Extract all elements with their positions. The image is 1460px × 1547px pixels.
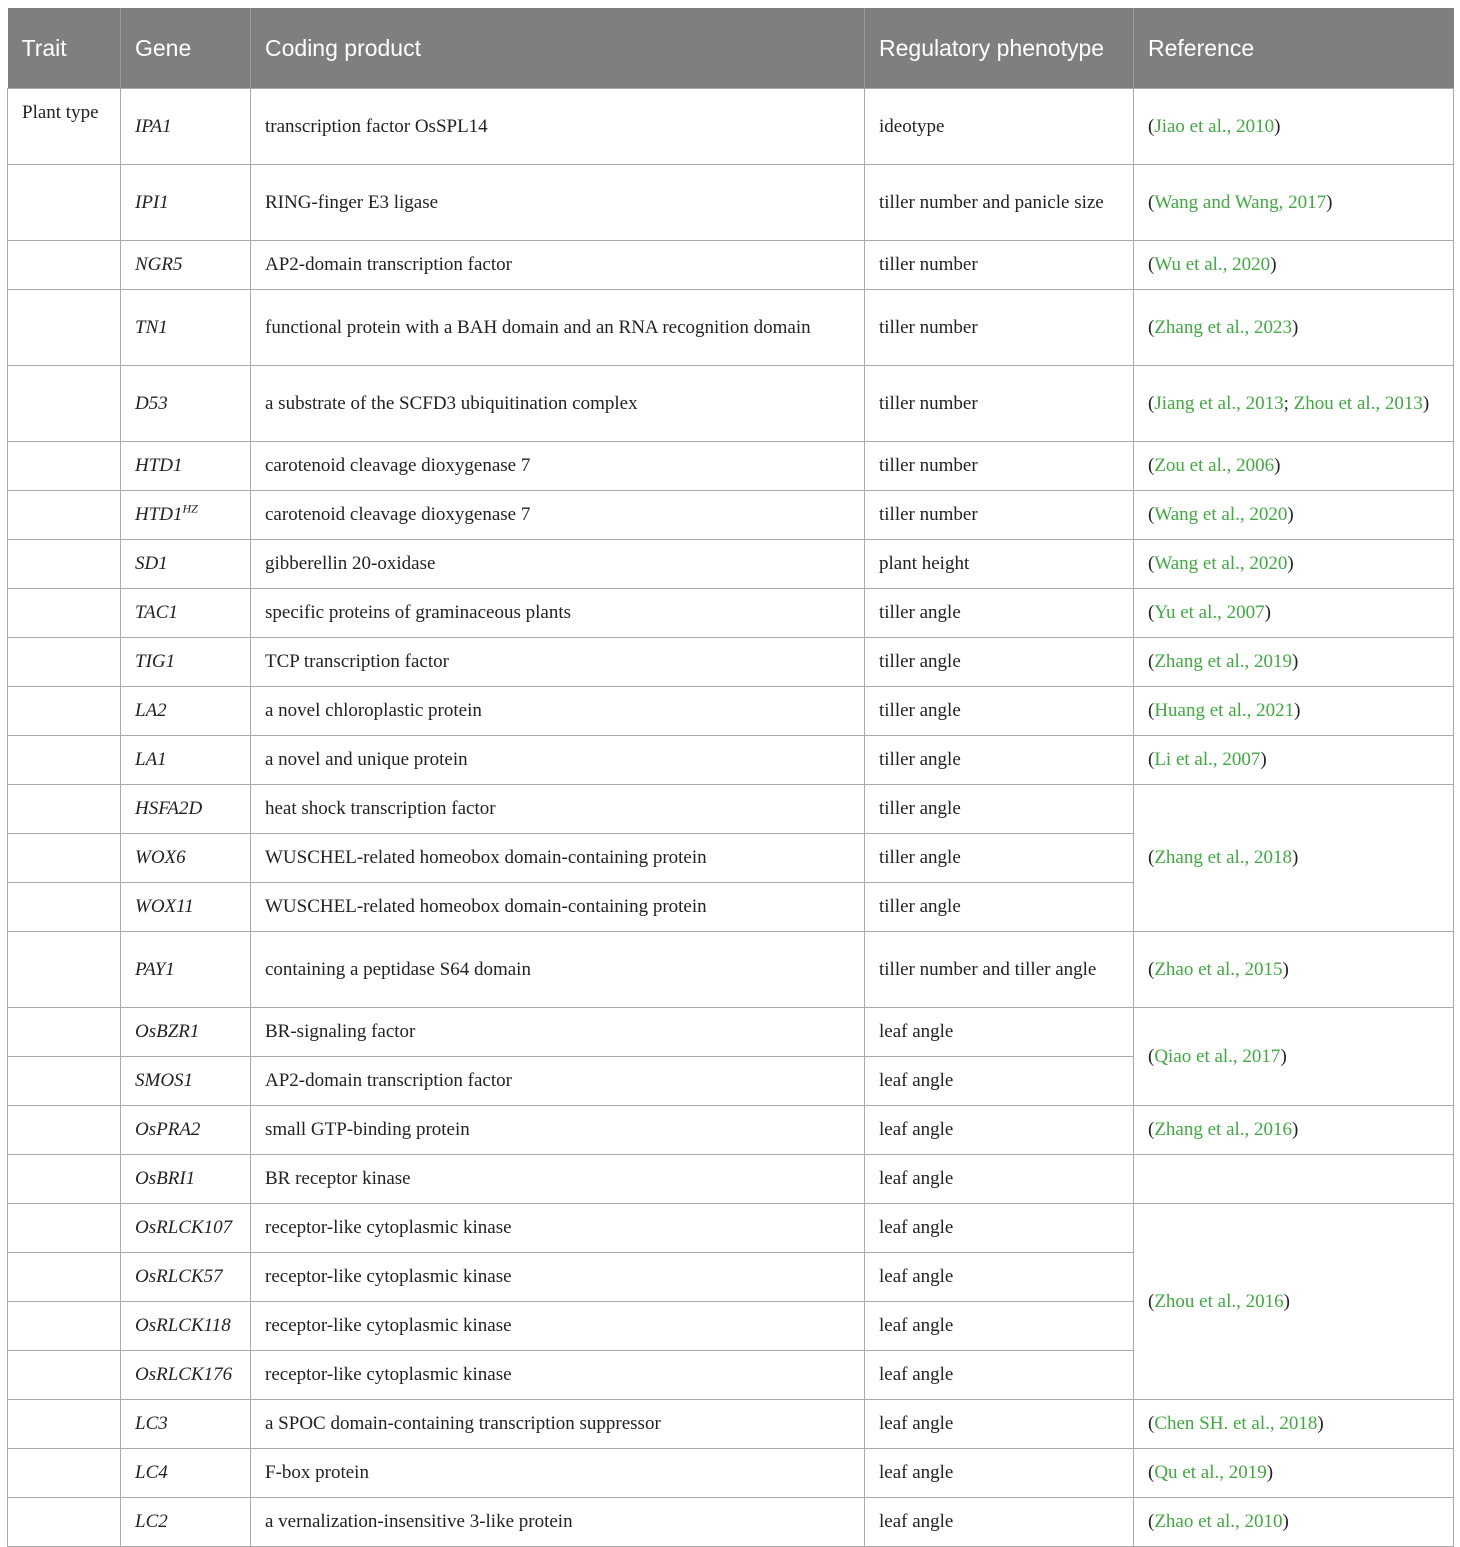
cell-reference: (Wu et al., 2020) <box>1134 240 1454 289</box>
gene-name: HSFA2D <box>135 798 203 819</box>
cell-regulatory-phenotype: tiller angle <box>865 833 1134 882</box>
cell-coding-product: carotenoid cleavage dioxygenase 7 <box>251 490 865 539</box>
cell-reference: (Wang and Wang, 2017) <box>1134 164 1454 240</box>
table-row <box>8 686 1454 735</box>
table-row <box>8 1448 1454 1497</box>
reference-link[interactable]: Jiang et al., 2013 <box>1154 392 1284 414</box>
gene-name: SMOS1 <box>135 1070 194 1091</box>
reference-link[interactable]: Zhang et al., 2019 <box>1154 651 1293 672</box>
reference-link[interactable]: Wang and Wang, 2017 <box>1154 191 1327 213</box>
cell-regulatory-phenotype: leaf angle <box>865 1056 1134 1105</box>
cell-reference: (Wang et al., 2020) <box>1134 539 1454 588</box>
gene-name: HTD1 <box>135 455 183 476</box>
cell-reference: (Li et al., 2007) <box>1134 735 1454 784</box>
gene-name: LC3 <box>135 1413 168 1434</box>
cell-trait <box>8 490 121 539</box>
header-reference: Reference <box>1134 8 1454 88</box>
cell-regulatory-phenotype: tiller angle <box>865 784 1134 833</box>
cell-trait <box>8 164 121 240</box>
cell-regulatory-phenotype: tiller angle <box>865 686 1134 735</box>
reference-link[interactable]: Zhang et al., 2023 <box>1154 316 1293 338</box>
cell-gene <box>121 1105 251 1154</box>
cell-trait <box>8 240 121 289</box>
gene-name: OsBRI1 <box>135 1168 196 1189</box>
reference-link[interactable]: Zhao et al., 2010 <box>1154 1511 1283 1532</box>
table-row <box>8 289 1454 365</box>
cell-trait <box>8 735 121 784</box>
cell-gene <box>121 1252 251 1301</box>
cell-coding-product: BR receptor kinase <box>251 1154 865 1203</box>
gene-name: NGR5 <box>135 254 183 275</box>
cell-coding-product: AP2-domain transcription factor <box>251 240 865 289</box>
cell-regulatory-phenotype: plant height <box>865 539 1134 588</box>
reference-link[interactable]: Wang et al., 2020 <box>1154 504 1288 525</box>
table-row <box>8 1105 1454 1154</box>
header-trait: Trait <box>8 8 121 88</box>
reference-link[interactable]: Jiao et al., 2010 <box>1154 115 1275 137</box>
cell-regulatory-phenotype: leaf angle <box>865 1399 1134 1448</box>
cell-gene <box>121 931 251 1007</box>
table-container <box>7 8 1453 1547</box>
reference-link[interactable]: Qu et al., 2019 <box>1154 1462 1267 1483</box>
table-row <box>8 1203 1454 1252</box>
cell-trait <box>8 686 121 735</box>
cell-regulatory-phenotype: leaf angle <box>865 1105 1134 1154</box>
table-row <box>8 637 1454 686</box>
cell-coding-product: AP2-domain transcription factor <box>251 1056 865 1105</box>
cell-gene <box>121 784 251 833</box>
cell-regulatory-phenotype: tiller number <box>865 365 1134 441</box>
gene-name: OsRLCK118 <box>135 1315 231 1336</box>
cell-coding-product: heat shock transcription factor <box>251 784 865 833</box>
cell-reference: (Zou et al., 2006) <box>1134 441 1454 490</box>
cell-reference: (Zhang et al., 2023) <box>1134 289 1454 365</box>
cell-regulatory-phenotype: tiller angle <box>865 882 1134 931</box>
table-row <box>8 539 1454 588</box>
cell-gene <box>121 833 251 882</box>
cell-trait <box>8 588 121 637</box>
cell-reference: (Zhang et al., 2019) <box>1134 637 1454 686</box>
cell-reference: (Huang et al., 2021) <box>1134 686 1454 735</box>
table-body <box>8 88 1454 1546</box>
cell-regulatory-phenotype: tiller angle <box>865 637 1134 686</box>
cell-trait <box>8 1399 121 1448</box>
cell-reference: (Qiao et al., 2017) <box>1134 1007 1454 1105</box>
cell-regulatory-phenotype: tiller number <box>865 441 1134 490</box>
table-row <box>8 164 1454 240</box>
cell-gene <box>121 289 251 365</box>
table-row <box>8 240 1454 289</box>
cell-regulatory-phenotype: ideotype <box>865 88 1134 164</box>
cell-gene <box>121 588 251 637</box>
reference-link[interactable]: Zhang et al., 2016 <box>1154 1119 1293 1140</box>
table-row <box>8 784 1454 833</box>
reference-link[interactable]: Li et al., 2007 <box>1154 749 1261 770</box>
reference-link[interactable]: Zhang et al., 2018 <box>1154 847 1293 868</box>
cell-trait: Plant type <box>8 88 121 164</box>
cell-regulatory-phenotype: tiller number <box>865 240 1134 289</box>
cell-coding-product: receptor-like cytoplasmic kinase <box>251 1301 865 1350</box>
gene-name: LC4 <box>135 1462 168 1483</box>
cell-gene <box>121 1399 251 1448</box>
gene-name: SD1 <box>135 553 168 574</box>
cell-gene <box>121 1350 251 1399</box>
cell-gene <box>121 1154 251 1203</box>
cell-reference <box>1134 1154 1454 1203</box>
cell-coding-product: a SPOC domain-containing transcription suppressor <box>251 1399 865 1448</box>
cell-trait <box>8 1105 121 1154</box>
header-coding-product: Coding product <box>251 8 865 88</box>
cell-reference: (Qu et al., 2019) <box>1134 1448 1454 1497</box>
cell-trait <box>8 1007 121 1056</box>
cell-trait <box>8 833 121 882</box>
cell-coding-product: receptor-like cytoplasmic kinase <box>251 1252 865 1301</box>
table-row <box>8 441 1454 490</box>
gene-name: PAY1 <box>135 958 175 980</box>
cell-gene <box>121 1448 251 1497</box>
table-row <box>8 1399 1454 1448</box>
cell-trait <box>8 1056 121 1105</box>
cell-coding-product: WUSCHEL-related homeobox domain-containing protein <box>251 882 865 931</box>
cell-gene <box>121 1007 251 1056</box>
cell-reference: (Yu et al., 2007) <box>1134 588 1454 637</box>
reference-link[interactable]: Zhou et al., 2013 <box>1293 392 1423 414</box>
gene-name: LA1 <box>135 749 167 770</box>
cell-regulatory-phenotype: tiller number and panicle size <box>865 164 1134 240</box>
cell-trait <box>8 882 121 931</box>
cell-gene <box>121 1203 251 1252</box>
cell-coding-product: carotenoid cleavage dioxygenase 7 <box>251 441 865 490</box>
cell-reference: (Zhao et al., 2010) <box>1134 1497 1454 1546</box>
cell-coding-product: gibberellin 20-oxidase <box>251 539 865 588</box>
cell-regulatory-phenotype: leaf angle <box>865 1203 1134 1252</box>
cell-trait <box>8 1252 121 1301</box>
cell-reference: (Jiang et al., 2013; Zhou et al., 2013) <box>1134 365 1454 441</box>
cell-coding-product: F-box protein <box>251 1448 865 1497</box>
table-row <box>8 588 1454 637</box>
gene-name: OsBZR1 <box>135 1021 200 1042</box>
cell-gene <box>121 164 251 240</box>
cell-regulatory-phenotype: leaf angle <box>865 1497 1134 1546</box>
cell-reference: (Zhang et al., 2018) <box>1134 784 1454 931</box>
gene-name: IPA1 <box>135 115 172 137</box>
table-row <box>8 88 1454 164</box>
gene-name: IPI1 <box>135 191 169 213</box>
cell-coding-product: WUSCHEL-related homeobox domain-containing protein <box>251 833 865 882</box>
cell-reference: (Zhao et al., 2015) <box>1134 931 1454 1007</box>
cell-trait <box>8 539 121 588</box>
gene-name: OsRLCK176 <box>135 1364 233 1385</box>
gene-name: TIG1 <box>135 651 176 672</box>
cell-trait <box>8 1154 121 1203</box>
header-regulatory-phenotype: Regulatory phenotype <box>865 8 1134 88</box>
reference-link[interactable]: Wu et al., 2020 <box>1154 254 1271 275</box>
cell-coding-product: containing a peptidase S64 domain <box>251 931 865 1007</box>
cell-regulatory-phenotype: leaf angle <box>865 1252 1134 1301</box>
reference-link[interactable]: Zhao et al., 2015 <box>1154 958 1283 980</box>
gene-name: WOX11 <box>135 896 194 917</box>
cell-reference: (Zhang et al., 2016) <box>1134 1105 1454 1154</box>
gene-name: OsRLCK57 <box>135 1266 223 1287</box>
table-row <box>8 490 1454 539</box>
cell-reference: (Zhou et al., 2016) <box>1134 1203 1454 1399</box>
cell-coding-product: small GTP-binding protein <box>251 1105 865 1154</box>
cell-regulatory-phenotype: tiller number and tiller angle <box>865 931 1134 1007</box>
reference-link[interactable]: Chen SH. et al., 2018 <box>1154 1413 1318 1434</box>
cell-gene <box>121 539 251 588</box>
reference-link[interactable]: Zou et al., 2006 <box>1154 455 1275 476</box>
gene-name: LC2 <box>135 1511 168 1532</box>
reference-link[interactable]: Huang et al., 2021 <box>1154 700 1295 721</box>
cell-trait <box>8 1448 121 1497</box>
table-header-row <box>8 8 1454 88</box>
gene-name: LA2 <box>135 700 167 721</box>
cell-reference: (Chen SH. et al., 2018) <box>1134 1399 1454 1448</box>
table-row <box>8 735 1454 784</box>
cell-coding-product: TCP transcription factor <box>251 637 865 686</box>
table-row <box>8 931 1454 1007</box>
gene-name: D53 <box>135 392 168 414</box>
cell-coding-product: BR-signaling factor <box>251 1007 865 1056</box>
table-row <box>8 1497 1454 1546</box>
cell-trait <box>8 1497 121 1546</box>
cell-regulatory-phenotype: leaf angle <box>865 1154 1134 1203</box>
cell-trait <box>8 441 121 490</box>
reference-link[interactable]: Zhou et al., 2016 <box>1154 1290 1284 1312</box>
cell-trait <box>8 365 121 441</box>
table-row <box>8 1007 1454 1056</box>
gene-name: OsPRA2 <box>135 1119 201 1140</box>
cell-regulatory-phenotype: tiller angle <box>865 588 1134 637</box>
cell-reference: (Wang et al., 2020) <box>1134 490 1454 539</box>
reference-link[interactable]: Wang et al., 2020 <box>1154 553 1288 574</box>
cell-regulatory-phenotype: leaf angle <box>865 1301 1134 1350</box>
cell-reference: (Jiao et al., 2010) <box>1134 88 1454 164</box>
cell-coding-product: transcription factor OsSPL14 <box>251 88 865 164</box>
gene-table <box>7 8 1454 1547</box>
cell-gene <box>121 1301 251 1350</box>
cell-coding-product: a substrate of the SCFD3 ubiquitination complex <box>251 365 865 441</box>
header-gene: Gene <box>121 8 251 88</box>
cell-trait <box>8 1301 121 1350</box>
cell-gene <box>121 637 251 686</box>
cell-gene <box>121 88 251 164</box>
cell-gene <box>121 1056 251 1105</box>
cell-coding-product: specific proteins of graminaceous plants <box>251 588 865 637</box>
gene-name: OsRLCK107 <box>135 1217 233 1238</box>
cell-gene <box>121 882 251 931</box>
cell-regulatory-phenotype: tiller angle <box>865 735 1134 784</box>
cell-gene <box>121 1497 251 1546</box>
cell-coding-product: functional protein with a BAH domain and an RNA recognition domain <box>251 289 865 365</box>
cell-coding-product: RING-finger E3 ligase <box>251 164 865 240</box>
table-row <box>8 1154 1454 1203</box>
cell-trait <box>8 1350 121 1399</box>
gene-name: HTD1 <box>135 504 183 525</box>
cell-gene <box>121 686 251 735</box>
gene-name: TAC1 <box>135 602 178 623</box>
reference-link[interactable]: Yu et al., 2007 <box>1154 602 1265 623</box>
cell-trait <box>8 931 121 1007</box>
cell-gene <box>121 240 251 289</box>
gene-name: TN1 <box>135 316 168 338</box>
cell-gene <box>121 365 251 441</box>
cell-coding-product: a novel chloroplastic protein <box>251 686 865 735</box>
cell-regulatory-phenotype: leaf angle <box>865 1448 1134 1497</box>
cell-trait <box>8 637 121 686</box>
cell-coding-product: a vernalization-insensitive 3-like protein <box>251 1497 865 1546</box>
cell-coding-product: receptor-like cytoplasmic kinase <box>251 1350 865 1399</box>
gene-name: WOX6 <box>135 847 186 868</box>
cell-regulatory-phenotype: leaf angle <box>865 1007 1134 1056</box>
cell-regulatory-phenotype: leaf angle <box>865 1350 1134 1399</box>
cell-regulatory-phenotype: tiller number <box>865 289 1134 365</box>
cell-regulatory-phenotype: tiller number <box>865 490 1134 539</box>
cell-gene <box>121 490 251 539</box>
reference-link[interactable]: Qiao et al., 2017 <box>1154 1045 1281 1067</box>
cell-gene <box>121 735 251 784</box>
cell-coding-product: a novel and unique protein <box>251 735 865 784</box>
gene-superscript: HZ <box>182 501 198 516</box>
cell-coding-product: receptor-like cytoplasmic kinase <box>251 1203 865 1252</box>
cell-trait <box>8 1203 121 1252</box>
table-row <box>8 365 1454 441</box>
cell-gene <box>121 441 251 490</box>
cell-trait <box>8 289 121 365</box>
cell-trait <box>8 784 121 833</box>
